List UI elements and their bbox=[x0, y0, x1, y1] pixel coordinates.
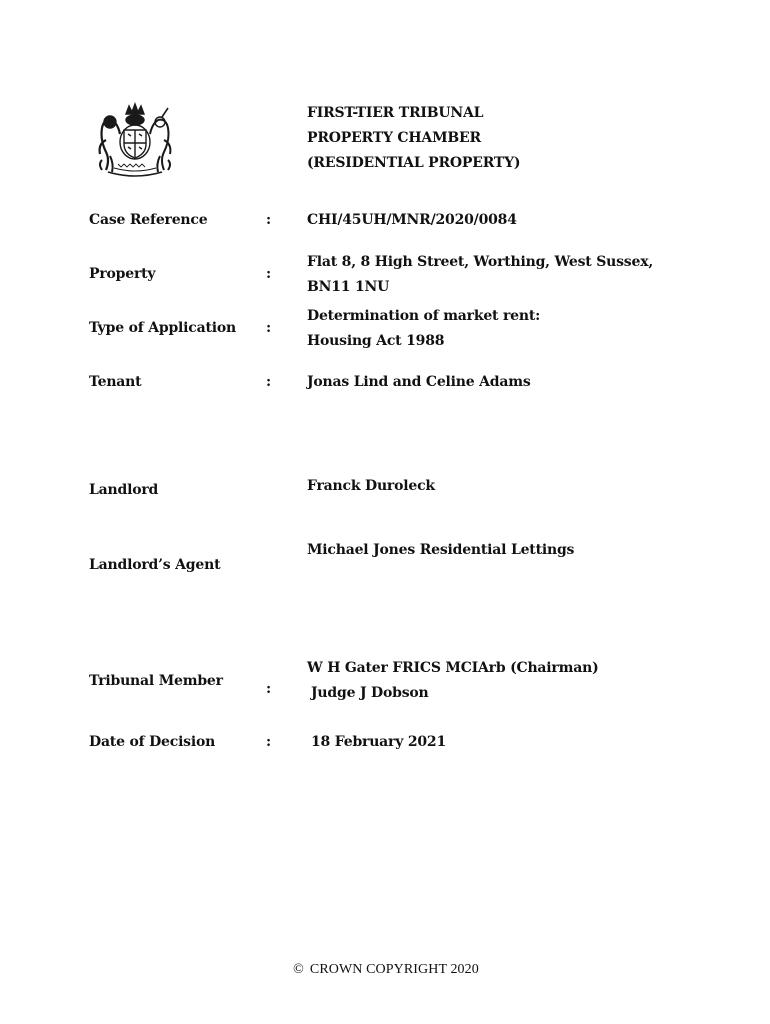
tenant-label: Tenant bbox=[89, 374, 142, 390]
case-reference-value: CHI/45UH/MNR/2020/0084 bbox=[307, 212, 517, 228]
tribunal-member-value-line-2: Judge J Dobson bbox=[311, 685, 429, 701]
tenant-colon: : bbox=[266, 374, 271, 390]
property-colon: : bbox=[266, 266, 271, 282]
tribunal-member-label: Tribunal Member bbox=[89, 673, 223, 689]
date-of-decision-value: 18 February 2021 bbox=[311, 734, 447, 750]
crown-copyright-footer bbox=[0, 962, 770, 978]
type-of-application-label: Type of Application bbox=[89, 320, 236, 336]
copyright-symbol: © bbox=[293, 962, 304, 977]
royal-coat-of-arms-icon bbox=[88, 100, 182, 180]
tenant-value: Jonas Lind and Celine Adams bbox=[307, 374, 531, 390]
property-value-line-2: BN11 1NU bbox=[307, 279, 390, 295]
property-value-line-1: Flat 8, 8 High Street, Worthing, West Sussex, bbox=[307, 254, 654, 270]
tribunal-member-value-line-1: W H Gater FRICS MCIArb (Chairman) bbox=[307, 660, 599, 676]
date-of-decision-label: Date of Decision bbox=[89, 734, 216, 750]
type-of-application-value-line-1: Determination of market rent: bbox=[307, 308, 541, 324]
type-of-application-value-line-2: Housing Act 1988 bbox=[307, 333, 445, 349]
copyright-text: CROWN COPYRIGHT 2020 bbox=[309, 962, 479, 977]
tribunal-member-colon: : bbox=[266, 681, 271, 697]
landlord-label: Landlord bbox=[89, 482, 159, 498]
landlords-agent-label: Landlord’s Agent bbox=[89, 557, 221, 573]
case-reference-colon: : bbox=[266, 212, 271, 228]
tribunal-name-line-2: PROPERTY CHAMBER bbox=[307, 130, 481, 146]
tribunal-name-line-3: (RESIDENTIAL PROPERTY) bbox=[307, 155, 521, 171]
type-of-application-colon: : bbox=[266, 320, 271, 336]
landlord-value: Franck Duroleck bbox=[307, 478, 435, 494]
property-label: Property bbox=[89, 266, 156, 282]
landlords-agent-value: Michael Jones Residential Lettings bbox=[307, 542, 575, 558]
tribunal-name-line-1: FIRST-TIER TRIBUNAL bbox=[307, 105, 484, 121]
case-reference-label: Case Reference bbox=[89, 212, 208, 228]
date-of-decision-colon: : bbox=[266, 734, 271, 750]
